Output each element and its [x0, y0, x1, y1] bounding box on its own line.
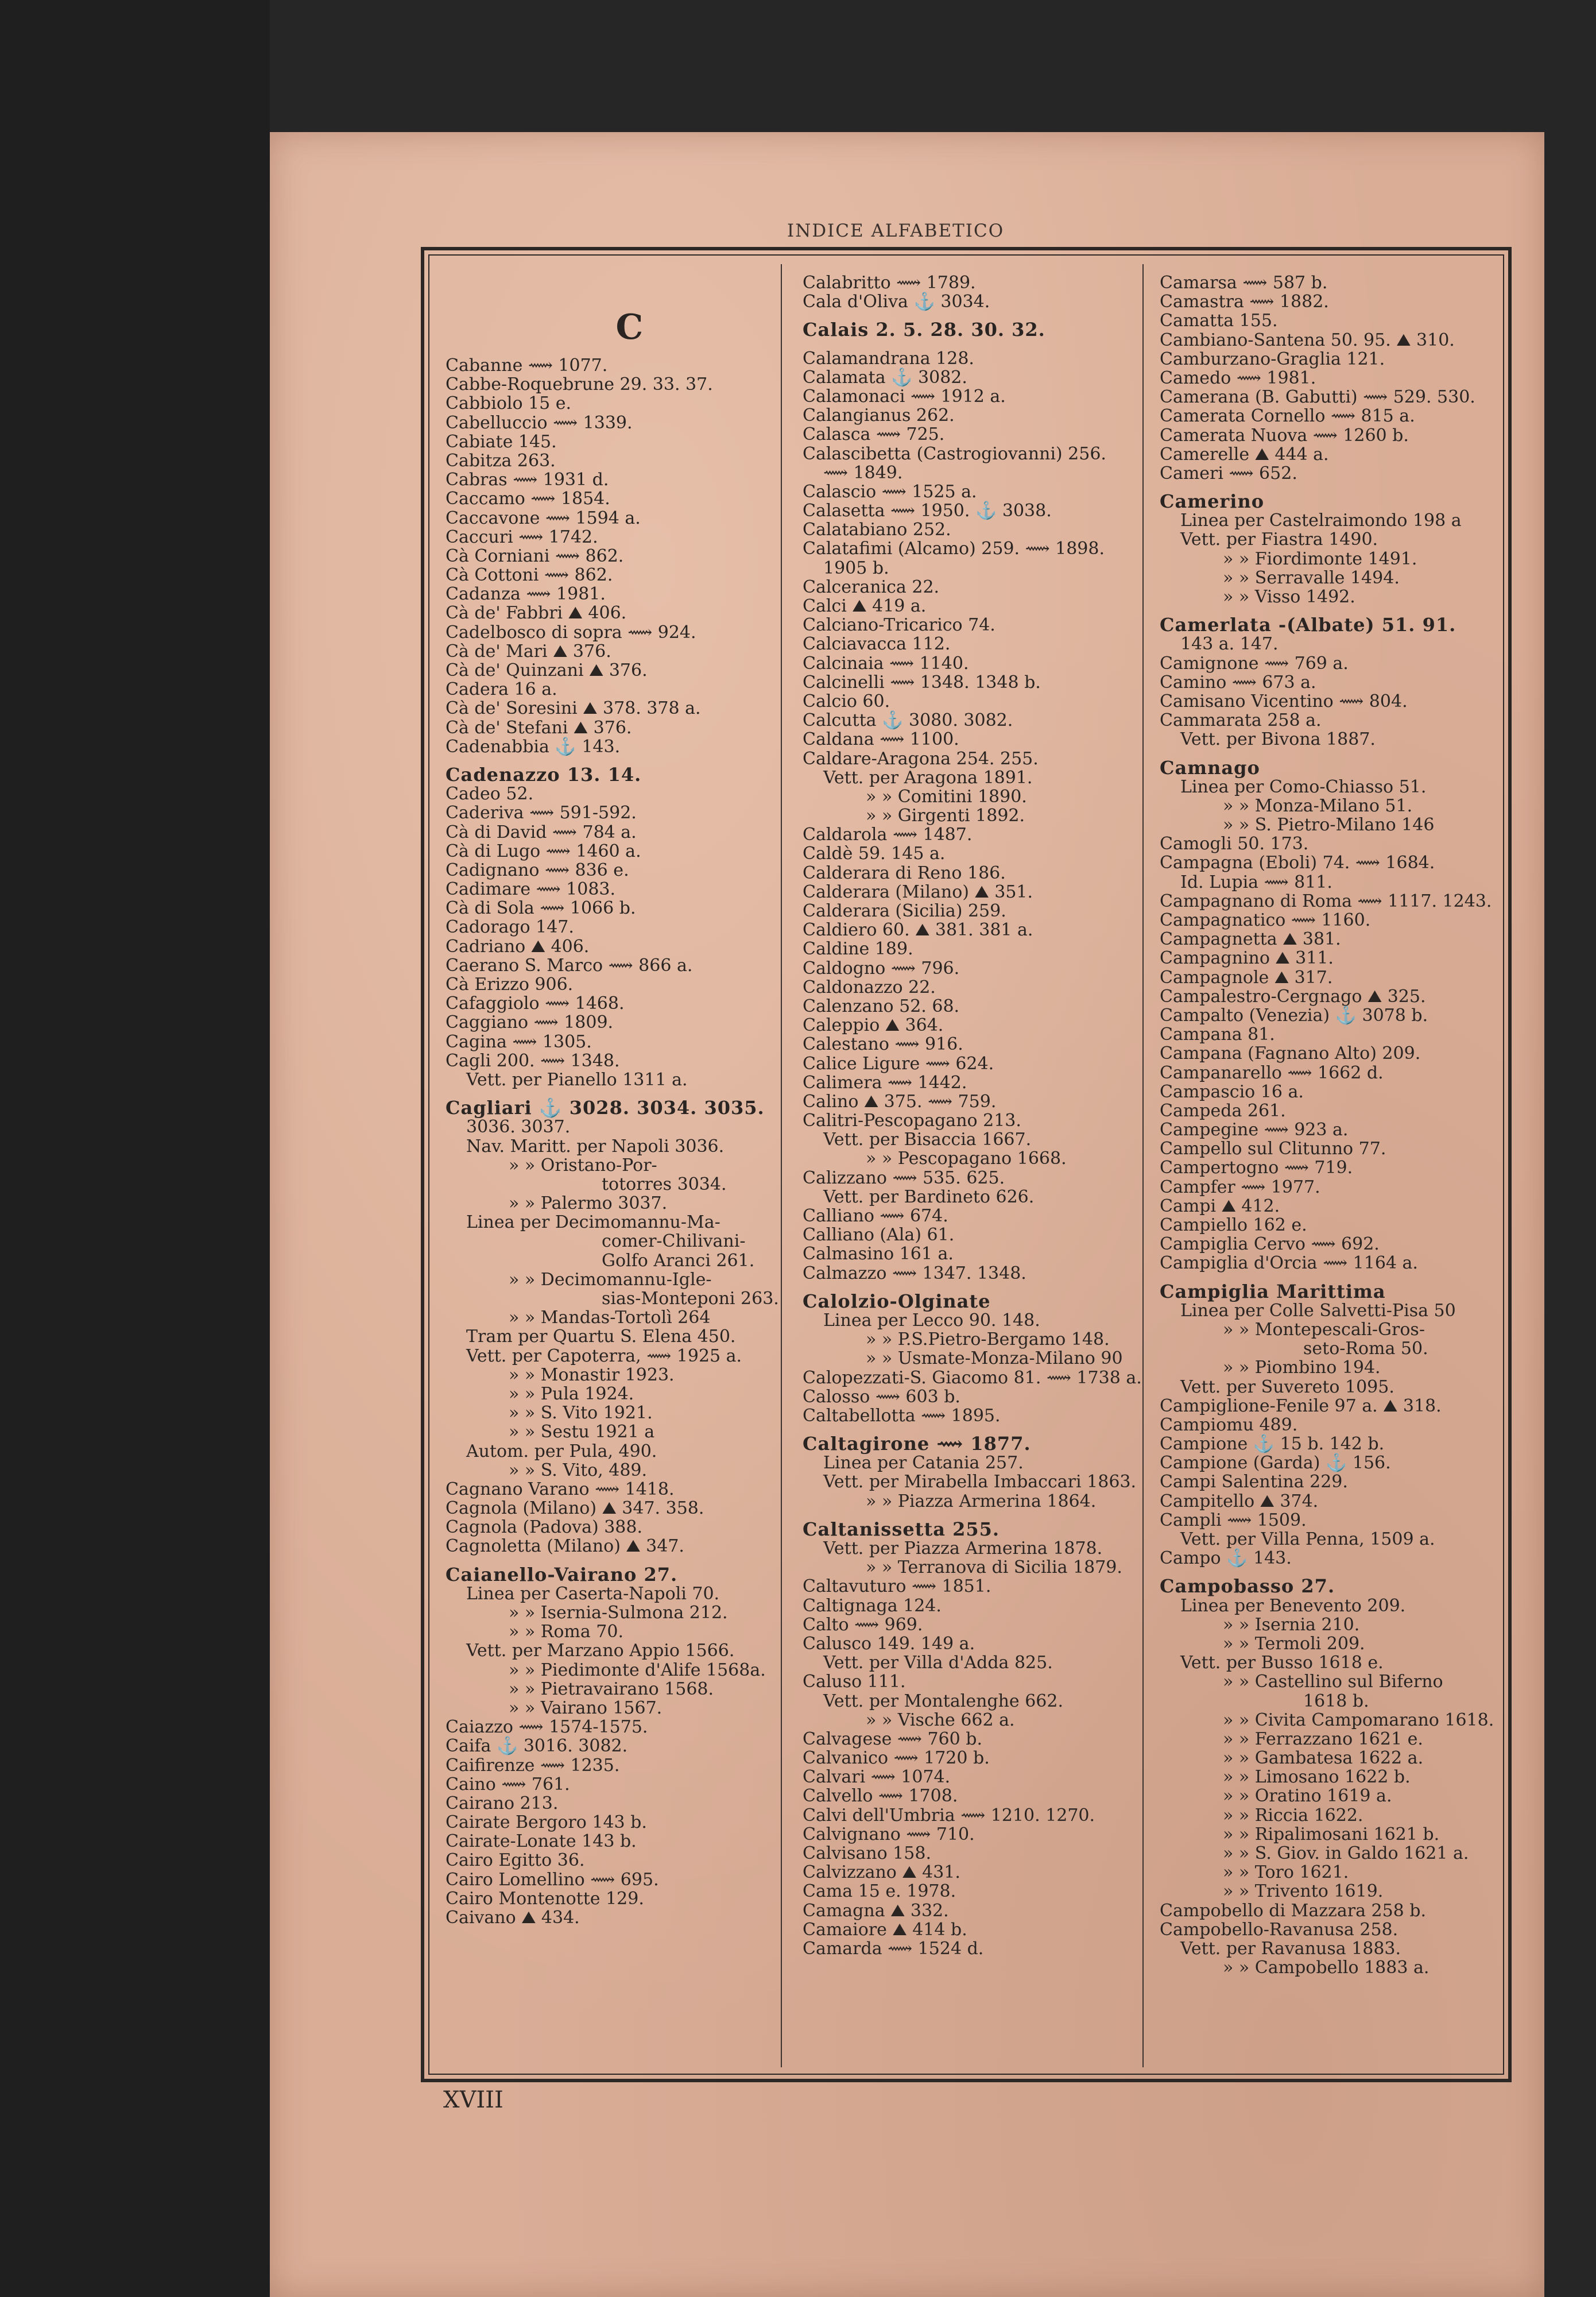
index-entry: Campagnole ⛰ 317.	[1160, 967, 1333, 988]
index-entry: Campagnino ⛰ 311.	[1160, 948, 1334, 969]
index-entry: Cagnola (Milano) ⛰ 347. 358.	[446, 1498, 704, 1519]
index-entry: Cadimare ⟿ 1083.	[446, 879, 616, 900]
index-entry: 3036. 3037.	[466, 1117, 571, 1138]
index-entry: » » Trivento 1619.	[1223, 1881, 1384, 1902]
index-entry: Cala d'Oliva ⚓ 3034.	[803, 292, 990, 312]
index-entry: Calice Ligure ⟿ 624.	[803, 1053, 994, 1074]
index-entry: » » Civita Campomarano 1618.	[1223, 1710, 1494, 1730]
index-entry: Calciavacca 112.	[803, 634, 951, 655]
index-entry: » » Pula 1924.	[509, 1383, 634, 1404]
index-entry: Cà de' Mari ⛰ 376.	[446, 641, 611, 662]
index-entry: Calderara (Milano) ⛰ 351.	[803, 881, 1033, 902]
column-rule-2	[1142, 264, 1144, 2067]
index-entry: » » Termoli 209.	[1223, 1633, 1365, 1654]
index-entry: Calasetta ⟿ 1950. ⚓ 3038.	[803, 501, 1052, 521]
index-entry: Calvari ⟿ 1074.	[803, 1767, 951, 1788]
index-entry: Autom. per Pula, 490.	[466, 1441, 657, 1461]
index-entry: Vett. per Aragona 1891.	[823, 767, 1033, 788]
index-entry: 1618 b.	[1303, 1691, 1369, 1711]
index-entry: » » Piombino 194.	[1223, 1358, 1381, 1378]
index-entry: Cadera 16 a.	[446, 679, 557, 700]
index-entry: » » Terranova di Sicilia 1879.	[866, 1557, 1122, 1578]
index-entry: Campione (Garda) ⚓ 156.	[1160, 1453, 1391, 1474]
index-entry: Camogli 50. 173.	[1160, 834, 1309, 854]
index-entry: Cafaggiolo ⟿ 1468.	[446, 993, 625, 1014]
index-entry: Calamonaci ⟿ 1912 a.	[803, 386, 1006, 407]
index-entry: Vett. per Suvereto 1095.	[1180, 1376, 1394, 1397]
index-entry: Camerana (B. Gabutti) ⟿ 529. 530.	[1160, 387, 1475, 408]
index-entry: 143 a. 147.	[1180, 634, 1279, 655]
index-entry: Calvanico ⟿ 1720 b.	[803, 1748, 990, 1769]
index-entry: Linea per Como-Chiasso 51.	[1180, 776, 1427, 797]
index-entry: Cadriano ⛰ 406.	[446, 936, 590, 957]
index-entry: Linea per Catania 257.	[823, 1453, 1024, 1474]
index-entry: Camerata Nuova ⟿ 1260 b.	[1160, 425, 1409, 446]
index-entry: Campobello di Mazzara 258 b.	[1160, 1900, 1427, 1921]
index-entry: Vett. per Villa d'Adda 825.	[823, 1653, 1053, 1673]
index-entry: Caifirenze ⟿ 1235.	[446, 1755, 620, 1776]
index-entry: Caccamo ⟿ 1854.	[446, 489, 610, 509]
index-entry: Caleppio ⛰ 364.	[803, 1015, 944, 1036]
index-entry: Cà Cottoni ⟿ 862.	[446, 565, 613, 586]
index-entry: Camedo ⟿ 1981.	[1160, 368, 1316, 388]
index-entry: Campo ⚓ 143.	[1160, 1548, 1292, 1569]
index-entry: » » Visso 1492.	[1223, 587, 1355, 607]
index-entry: Linea per Colle Salvetti-Pisa 50	[1180, 1300, 1456, 1321]
index-entry: Caldonazzo 22.	[803, 977, 936, 997]
index-entry: Calatafimi (Alcamo) 259. ⟿ 1898.	[803, 539, 1105, 559]
index-entry: Cairate Bergoro 143 b.	[446, 1812, 647, 1833]
index-entry: Calenzano 52. 68.	[803, 996, 960, 1016]
index-entry: » » Vairano 1567.	[509, 1697, 663, 1718]
index-entry: » » Decimomannu-Igle-	[509, 1269, 712, 1290]
index-entry: Camatta 155.	[1160, 311, 1278, 331]
index-entry: Campello sul Clitunno 77.	[1160, 1139, 1386, 1159]
index-entry: Calcinaia ⟿ 1140.	[803, 653, 969, 674]
index-entry: Calasca ⟿ 725.	[803, 424, 945, 445]
index-entry: » » Vische 662 a.	[866, 1710, 1015, 1730]
index-entry: Camarda ⟿ 1524 d.	[803, 1938, 984, 1959]
index-entry: Calcutta ⚓ 3080. 3082.	[803, 710, 1013, 731]
index-entry: Calabritto ⟿ 1789.	[803, 273, 976, 293]
index-entry: Campascio 16 a.	[1160, 1081, 1304, 1102]
index-heading: Camnago	[1160, 756, 1260, 779]
index-entry: Linea per Benevento 209.	[1180, 1595, 1406, 1616]
index-entry: Calvizzano ⛰ 431.	[803, 1862, 960, 1883]
index-entry: Caiazzo ⟿ 1574-1575.	[446, 1717, 648, 1738]
index-entry: » » Montepescali-Gros-	[1223, 1319, 1425, 1340]
index-entry: Calamandrana 128.	[803, 348, 974, 369]
index-entry: Caerano S. Marco ⟿ 866 a.	[446, 955, 693, 976]
index-heading: Campiglia Marittima	[1160, 1280, 1386, 1302]
section-letter: C	[615, 307, 644, 347]
index-entry: » » Riccia 1622.	[1223, 1805, 1363, 1826]
index-entry: Campi ⛰ 412.	[1160, 1196, 1280, 1216]
index-entry: Vett. per Marzano Appio 1566.	[466, 1641, 735, 1661]
index-entry: Camaiore ⛰ 414 b.	[803, 1919, 967, 1940]
index-entry: » » Limosano 1622 b.	[1223, 1767, 1411, 1788]
index-entry: totorres 3034.	[602, 1174, 727, 1194]
index-heading: Calolzio-Olginate	[803, 1290, 991, 1312]
index-entry: Cagli 200. ⟿ 1348.	[446, 1050, 620, 1071]
index-entry: Cambiano-Santena 50. 95. ⛰ 310.	[1160, 330, 1455, 350]
index-entry: Caino ⟿ 761.	[446, 1774, 570, 1795]
index-entry: Calopezzati-S. Giacomo 81. ⟿ 1738 a.	[803, 1367, 1142, 1388]
index-entry: Campfer ⟿ 1977.	[1160, 1177, 1320, 1197]
index-entry: » » Piazza Armerina 1864.	[866, 1491, 1097, 1511]
index-entry: Calusco 149. 149 a.	[803, 1633, 975, 1654]
index-entry: Cà de' Quinzani ⛰ 376.	[446, 660, 648, 680]
page-header: INDICE ALFABETICO	[787, 221, 1005, 241]
index-column-3	[1160, 273, 1494, 1977]
index-entry: Cama 15 e. 1978.	[803, 1881, 956, 1902]
index-entry: Vett. per Bisaccia 1667.	[823, 1130, 1032, 1150]
index-entry: Caccavone ⟿ 1594 a.	[446, 508, 641, 528]
index-entry: Campiglione-Fenile 97 a. ⛰ 318.	[1160, 1395, 1442, 1416]
index-entry: Cagnoletta (Milano) ⛰ 347.	[446, 1536, 684, 1557]
index-entry: » » Castellino sul Biferno	[1223, 1672, 1443, 1692]
index-heading: Cadenazzo 13. 14.	[446, 763, 642, 786]
index-entry: Linea per Decimomannu-Ma-	[466, 1212, 720, 1233]
index-entry: » » Isernia-Sulmona 212.	[509, 1603, 728, 1623]
index-entry: Cà di David ⟿ 784 a.	[446, 822, 637, 842]
index-entry: Cà Erizzo 906.	[446, 975, 574, 995]
index-entry: Calvi dell'Umbria ⟿ 1210. 1270.	[803, 1805, 1095, 1826]
index-entry: Vett. per Mirabella Imbaccari 1863.	[823, 1472, 1137, 1492]
index-entry: Cairano 213.	[446, 1793, 559, 1813]
index-entry: Cabbe-Roquebrune 29. 33. 37.	[446, 374, 713, 395]
index-entry: Camisano Vicentino ⟿ 804.	[1160, 691, 1408, 711]
index-entry: Caccuri ⟿ 1742.	[446, 527, 598, 547]
index-entry: Calciano-Tricarico 74.	[803, 615, 995, 636]
index-entry: » » Ferrazzano 1621 e.	[1223, 1728, 1423, 1749]
index-entry: Calvignano ⟿ 710.	[803, 1824, 975, 1844]
index-entry: Cairo Montenotte 129.	[446, 1888, 644, 1909]
index-entry: Campione ⚓ 15 b. 142 b.	[1160, 1434, 1385, 1455]
index-entry: » » Ripalimosani 1621 b.	[1223, 1824, 1440, 1844]
index-entry: Cagnano Varano ⟿ 1418.	[446, 1479, 675, 1499]
index-entry: Cà de' Fabbri ⛰ 406.	[446, 603, 627, 624]
index-entry: Calestano ⟿ 916.	[803, 1034, 963, 1055]
index-entry: Campiglia Cervo ⟿ 692.	[1160, 1234, 1380, 1255]
index-entry: Vett. per Villa Penna, 1509 a.	[1180, 1529, 1435, 1549]
index-entry: Nav. Maritt. per Napoli 3036.	[466, 1136, 725, 1157]
index-entry: » » Pietravairano 1568.	[509, 1679, 714, 1699]
index-entry: Caivano ⛰ 434.	[446, 1908, 580, 1928]
index-entry: » » S. Giov. in Galdo 1621 a.	[1223, 1843, 1469, 1863]
index-entry: Linea per Lecco 90. 148.	[823, 1310, 1040, 1331]
index-entry: Cadanza ⟿ 1981.	[446, 584, 606, 605]
index-entry: » » Roma 70.	[509, 1622, 624, 1642]
index-entry: Calvisano 158.	[803, 1843, 931, 1863]
index-entry: Calino ⛰ 375. ⟿ 759.	[803, 1091, 997, 1112]
index-entry: Caldogno ⟿ 796.	[803, 958, 960, 979]
index-entry: » » Fiordimonte 1491.	[1223, 548, 1417, 569]
index-entry: » » Campobello 1883 a.	[1223, 1958, 1430, 1978]
index-entry: Calimera ⟿ 1442.	[803, 1072, 967, 1093]
index-entry: » » P.S.Pietro-Bergamo 148.	[866, 1329, 1110, 1350]
index-entry: Calascibetta (Castrogiovanni) 256.	[803, 443, 1106, 464]
index-entry: Caggiano ⟿ 1809.	[446, 1012, 614, 1033]
index-entry: Golfo Aranci 261.	[602, 1250, 755, 1271]
index-entry: Cairo Lomellino ⟿ 695.	[446, 1869, 659, 1890]
index-heading: Caianello-Vairano 27.	[446, 1563, 678, 1586]
index-entry: » » S. Pietro-Milano 146	[1223, 815, 1435, 836]
index-entry: Vett. per Busso 1618 e.	[1180, 1653, 1384, 1673]
index-entry: Calamata ⚓ 3082.	[803, 367, 967, 388]
index-entry: Camarsa ⟿ 587 b.	[1160, 273, 1328, 293]
index-entry: Linea per Castelraimondo 198 a	[1180, 511, 1462, 531]
index-entry: Calascio ⟿ 1525 a.	[803, 481, 977, 502]
index-entry: Camignone ⟿ 769 a.	[1160, 653, 1349, 674]
index-heading: Cagliari ⚓ 3028. 3034. 3035.	[446, 1097, 765, 1119]
index-entry: Campertogno ⟿ 719.	[1160, 1158, 1353, 1178]
index-entry: Campitello ⛰ 374.	[1160, 1491, 1319, 1511]
index-entry: Vett. per Pianello 1311 a.	[466, 1069, 688, 1090]
index-column-1	[446, 299, 779, 1927]
index-entry: Campegine ⟿ 923 a.	[1160, 1120, 1349, 1140]
index-entry: Camerelle ⛰ 444 a.	[1160, 444, 1329, 465]
index-entry: Vett. per Bivona 1887.	[1180, 729, 1376, 750]
index-entry: » » S. Vito 1921.	[509, 1403, 653, 1424]
index-entry: Calliano ⟿ 674.	[803, 1206, 948, 1226]
index-entry: » » Toro 1621.	[1223, 1862, 1349, 1883]
index-entry: » » Pescopagano 1668.	[866, 1148, 1067, 1169]
index-entry: Calcinelli ⟿ 1348. 1348 b.	[803, 672, 1041, 693]
index-entry: » » Serravalle 1494.	[1223, 567, 1400, 588]
index-entry: Campalto (Venezia) ⚓ 3078 b.	[1160, 1005, 1428, 1026]
index-column-2	[803, 273, 1142, 1958]
index-entry: Tram per Quartu S. Elena 450.	[466, 1327, 736, 1347]
index-entry: Cà di Sola ⟿ 1066 b.	[446, 898, 636, 919]
index-entry: Cà Corniani ⟿ 862.	[446, 546, 624, 566]
index-entry: Campagnatico ⟿ 1160.	[1160, 910, 1371, 930]
index-entry: Camastra ⟿ 1882.	[1160, 292, 1329, 312]
index-entry: Cagina ⟿ 1305.	[446, 1031, 592, 1052]
index-entry: Caldare-Aragona 254. 255.	[803, 748, 1039, 769]
index-entry: Caltignaga 124.	[803, 1595, 942, 1616]
index-entry: Cabbiolo 15 e.	[446, 393, 572, 414]
index-entry: Cairo Egitto 36.	[446, 1850, 585, 1871]
index-entry: Calci ⛰ 419 a.	[803, 596, 927, 616]
index-entry: sias-Monteponi 263.	[602, 1289, 779, 1309]
index-entry: Camerata Cornello ⟿ 815 a.	[1160, 406, 1415, 427]
index-entry: » » Comitini 1890.	[866, 786, 1027, 807]
index-entry: Caifa ⚓ 3016. 3082.	[446, 1736, 628, 1757]
index-entry: Camino ⟿ 673 a.	[1160, 672, 1316, 693]
index-entry: Cammarata 258 a.	[1160, 710, 1322, 731]
index-entry: Caltabellotta ⟿ 1895.	[803, 1405, 1001, 1426]
index-entry: Campiglia d'Orcia ⟿ 1164 a.	[1160, 1253, 1418, 1274]
index-entry: Calizzano ⟿ 535. 625.	[803, 1167, 1005, 1188]
index-entry: Vett. per Capoterra, ⟿ 1925 a.	[466, 1345, 742, 1366]
index-entry: » » Piedimonte d'Alife 1568a.	[509, 1660, 766, 1680]
index-entry: Campiello 162 e.	[1160, 1215, 1307, 1235]
index-heading: Caltagirone ⟿ 1877.	[803, 1433, 1031, 1455]
index-entry: Caltavuturo ⟿ 1851.	[803, 1576, 991, 1597]
index-entry: » » Girgenti 1892.	[866, 806, 1025, 826]
index-entry: » » Monza-Milano 51.	[1223, 795, 1413, 816]
index-entry: Cabras ⟿ 1931 d.	[446, 470, 609, 490]
index-entry: Calceranica 22.	[803, 577, 940, 597]
entry-gap	[803, 340, 1142, 349]
index-entry: Camburzano-Graglia 121.	[1160, 349, 1385, 369]
index-entry: Calliano (Ala) 61.	[803, 1225, 955, 1246]
index-entry: ⟿ 1849.	[823, 462, 903, 483]
index-entry: Caldana ⟿ 1100.	[803, 729, 959, 750]
index-entry: Vett. per Bardineto 626.	[823, 1186, 1035, 1207]
index-entry: » » Monastir 1923.	[509, 1364, 675, 1385]
index-entry: Caderiva ⟿ 591-592.	[446, 803, 637, 823]
index-entry: Cà de' Soresini ⛰ 378. 378 a.	[446, 698, 701, 719]
index-entry: Caldè 59. 145 a.	[803, 844, 946, 864]
index-entry: Cameri ⟿ 652.	[1160, 463, 1297, 484]
index-entry: Cà di Lugo ⟿ 1460 a.	[446, 841, 641, 861]
index-entry: Calvello ⟿ 1708.	[803, 1786, 958, 1807]
index-entry: Cadelbosco di sopra ⟿ 924.	[446, 622, 696, 643]
index-heading: Caltanissetta 255.	[803, 1518, 1000, 1540]
index-entry: Cadeo 52.	[446, 784, 534, 805]
index-entry: Campi Salentina 229.	[1160, 1472, 1348, 1492]
scan-background	[0, 0, 270, 2297]
index-entry: » » Oratino 1619 a.	[1223, 1786, 1392, 1807]
index-entry: » » S. Vito, 489.	[509, 1460, 648, 1480]
index-entry: Caluso 111.	[803, 1672, 906, 1692]
index-entry: » » Gambatesa 1622 a.	[1223, 1748, 1424, 1769]
index-entry: » » Palermo 3037.	[509, 1193, 668, 1214]
index-entry: Linea per Caserta-Napoli 70.	[466, 1583, 720, 1604]
index-entry: Vett. per Montalenghe 662.	[823, 1691, 1064, 1711]
index-entry: Campiomu 489.	[1160, 1414, 1298, 1435]
index-entry: Caldine 189.	[803, 939, 913, 960]
index-entry: Calmasino 161 a.	[803, 1244, 954, 1264]
index-entry: Caldiero 60. ⛰ 381. 381 a.	[803, 920, 1033, 941]
index-entry: Caldarola ⟿ 1487.	[803, 825, 973, 845]
index-entry: Cagnola (Padova) 388.	[446, 1517, 643, 1538]
index-entry: » » Usmate-Monza-Milano 90	[866, 1348, 1123, 1369]
index-entry: Cabanne ⟿ 1077.	[446, 355, 608, 376]
index-entry: Vett. per Fiastra 1490.	[1180, 529, 1378, 550]
index-entry: Campana (Fagnano Alto) 209.	[1160, 1043, 1421, 1064]
index-entry: Cadorago 147.	[446, 917, 574, 938]
index-entry: Calvagese ⟿ 760 b.	[803, 1728, 982, 1749]
index-entry: Campobello-Ravanusa 258.	[1160, 1919, 1399, 1940]
column-rule-1	[781, 264, 782, 2067]
index-entry: Vett. per Piazza Armerina 1878.	[823, 1538, 1103, 1559]
index-entry: » » Oristano-Por-	[509, 1155, 657, 1175]
index-entry: Campana 81.	[1160, 1024, 1275, 1045]
index-heading: Campobasso 27.	[1160, 1575, 1335, 1598]
index-entry: Campli ⟿ 1509.	[1160, 1510, 1307, 1530]
index-entry: Campalestro-Cergnago ⛰ 325.	[1160, 986, 1426, 1007]
index-entry: Cà de' Stefani ⛰ 376.	[446, 717, 632, 738]
index-entry: » » Mandas-Tortolì 264	[509, 1308, 711, 1328]
index-heading: Calais 2. 5. 28. 30. 32.	[803, 319, 1045, 341]
index-heading: Camerino	[1160, 490, 1265, 513]
index-entry: Campagnetta ⛰ 381.	[1160, 929, 1341, 950]
index-entry: Calosso ⟿ 603 b.	[803, 1386, 960, 1407]
index-entry: Cabitza 263.	[446, 450, 556, 471]
index-entry: Campagna (Eboli) 74. ⟿ 1684.	[1160, 853, 1435, 873]
index-entry: Camagna ⛰ 332.	[803, 1900, 949, 1921]
index-entry: Id. Lupia ⟿ 811.	[1180, 872, 1332, 892]
index-entry: Calderara di Reno 186.	[803, 863, 1006, 883]
index-entry: 1905 b.	[823, 558, 889, 578]
index-entry: Cadenabbia ⚓ 143.	[446, 736, 621, 757]
index-entry: Calderara (Sicilia) 259.	[803, 901, 1006, 921]
index-heading: Camerlata -(Albate) 51. 91.	[1160, 614, 1456, 636]
index-entry: Campagnano di Roma ⟿ 1117. 1243.	[1160, 891, 1492, 911]
index-entry: seto-Roma 50.	[1303, 1339, 1428, 1359]
index-entry: Campeda 261.	[1160, 1100, 1286, 1121]
index-entry: Calto ⟿ 969.	[803, 1614, 923, 1635]
index-entry: Calitri-Pescopagano 213.	[803, 1111, 1021, 1131]
index-entry: Vett. per Ravanusa 1883.	[1180, 1938, 1401, 1959]
index-entry: comer-Chilivani-	[602, 1231, 746, 1252]
index-entry: » » Isernia 210.	[1223, 1614, 1360, 1635]
index-entry: Cabiate 145.	[446, 431, 557, 452]
index-entry: Calcio 60.	[803, 691, 890, 711]
index-entry: Cairate-Lonate 143 b.	[446, 1831, 637, 1852]
index-entry: » » Sestu 1921 a	[509, 1422, 655, 1443]
page-number: XVIII	[443, 2087, 503, 2113]
index-entry: Calatabiano 252.	[803, 520, 951, 540]
index-entry: Cabelluccio ⟿ 1339.	[446, 412, 633, 433]
index-entry: Calangianus 262.	[803, 405, 955, 426]
index-entry: Calmazzo ⟿ 1347. 1348.	[803, 1263, 1026, 1283]
index-entry: Campanarello ⟿ 1662 d.	[1160, 1062, 1384, 1083]
index-entry: Cadignano ⟿ 836 e.	[446, 860, 629, 880]
